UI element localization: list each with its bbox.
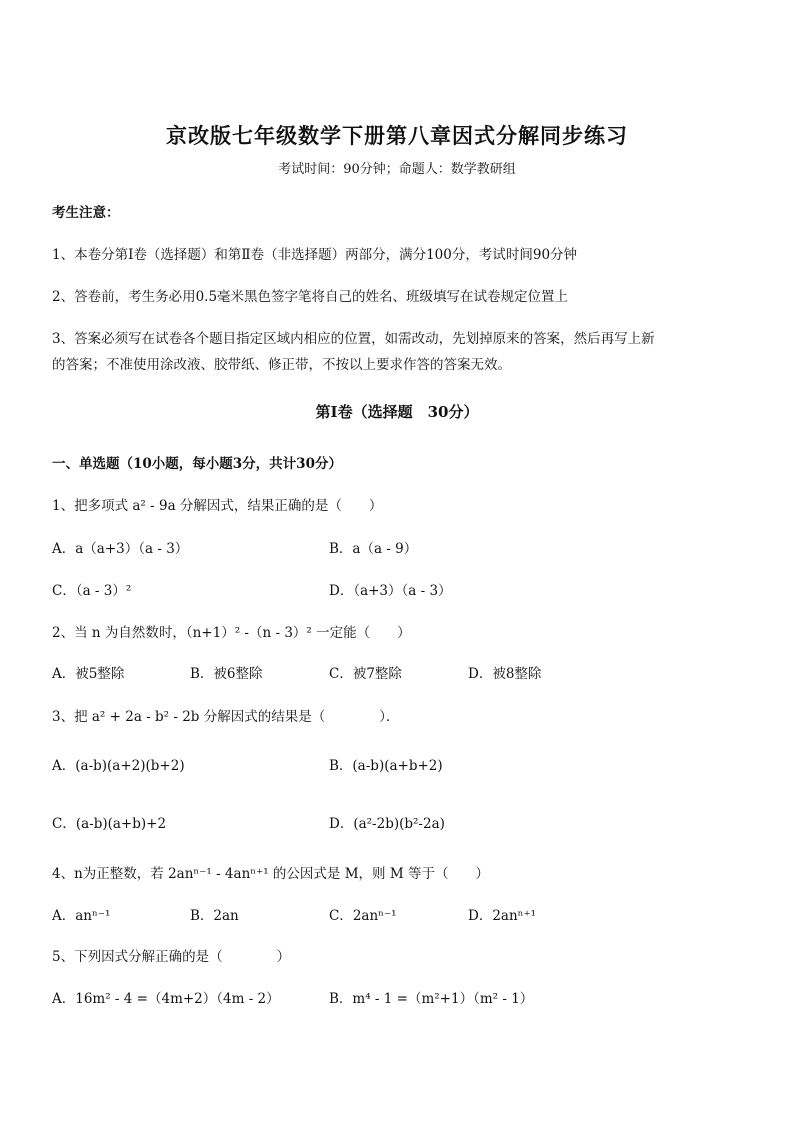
notice-item-3: 3、答案必须写在试卷各个题目指定区域内相应的位置，如需改动，先划掉原来的答案，然后再写上新 <box>52 331 655 347</box>
exam-subtitle: 考试时间：90分钟；命题人：数学教研组 <box>278 162 516 177</box>
question-4-option-a: A．anⁿ⁻¹ <box>52 908 111 924</box>
question-2-option-d: D．被8整除 <box>468 666 542 682</box>
question-1-option-b: B．a（a - 9） <box>329 541 418 557</box>
notice-item-2: 2、答卷前，考生务必用0.5毫米黑色签字笔将自己的姓名、班级填写在试卷规定位置上 <box>52 289 569 305</box>
question-1-stem: 1、把多项式 a² - 9a 分解因式，结果正确的是（ ） <box>52 498 383 514</box>
notice-item-3-cont: 的答案；不准使用涂改液、胶带纸、修正带，不按以上要求作答的答案无效。 <box>52 357 511 373</box>
question-3-stem: 3、把 a² + 2a - b² - 2b 分解因式的结果是（ ）． <box>52 709 400 725</box>
question-3-option-b: B．(a-b)(a+b+2) <box>329 758 443 774</box>
question-5-option-b: B．m⁴ - 1 =（m²+1）（m² - 1） <box>329 991 534 1007</box>
question-4-option-c: C．2anⁿ⁻¹ <box>329 908 397 924</box>
question-3-option-d: D．(a²-2b)(b²-2a) <box>329 816 445 832</box>
exam-title: 京改版七年级数学下册第八章因式分解同步练习 <box>166 123 628 148</box>
notice-heading: 考生注意： <box>52 205 120 221</box>
question-2-option-a: A．被5整除 <box>52 666 125 682</box>
question-2-option-b: B．被6整除 <box>190 666 263 682</box>
part-heading: 一、单选题（10小题，每小题3分，共计30分） <box>52 456 342 472</box>
question-1-option-c: C．（a - 3）² <box>52 583 132 599</box>
question-5-option-a: A．16m² - 4 =（4m+2）（4m - 2） <box>52 991 280 1007</box>
question-1-option-a: A．a（a+3）（a - 3） <box>52 541 189 557</box>
notice-item-1: 1、本卷分第Ⅰ卷（选择题）和第Ⅱ卷（非选择题）两部分，满分100分，考试时间90分钟 <box>52 247 578 263</box>
question-3-option-a: A．(a-b)(a+2)(b+2) <box>52 758 185 774</box>
question-4-stem: 4、n为正整数，若 2anⁿ⁻¹ - 4anⁿ⁺¹ 的公因式是 M，则 M 等于（ ） <box>52 866 489 882</box>
question-5-stem: 5、下列因式分解正确的是（ ） <box>52 949 291 965</box>
question-4-option-b: B．2an <box>190 908 239 924</box>
question-4-option-d: D．2anⁿ⁺¹ <box>468 908 537 924</box>
question-2-option-c: C．被7整除 <box>329 666 402 682</box>
question-3-option-c: C．(a-b)(a+b)+2 <box>52 816 167 832</box>
question-2-stem: 2、当 n 为自然数时，（n+1）² -（n - 3）² 一定能（ ） <box>52 625 411 641</box>
question-1-option-d: D．（a+3）（a - 3） <box>329 583 452 599</box>
section-title: 第Ⅰ卷（选择题 30分） <box>315 403 479 421</box>
